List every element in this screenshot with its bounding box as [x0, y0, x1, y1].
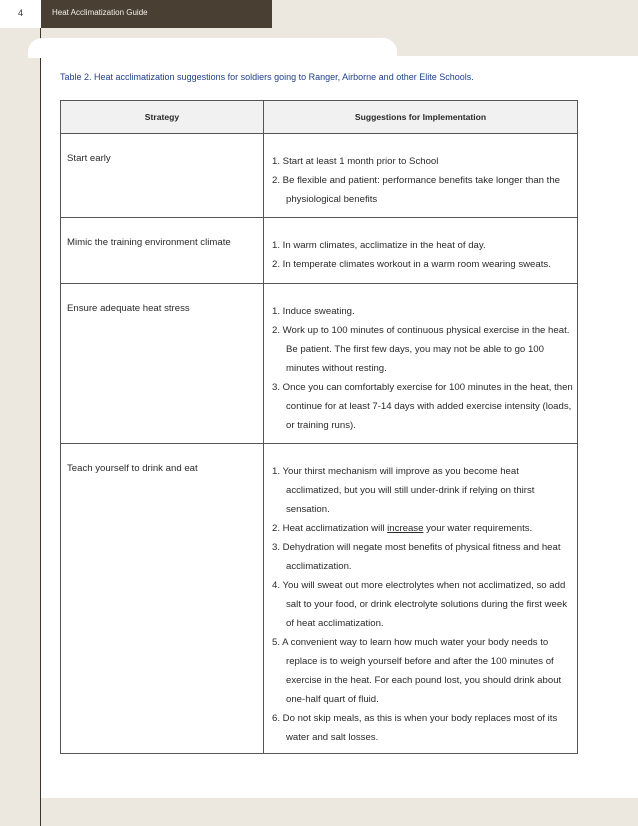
- list-item: 2. In temperate climates workout in a warm room wearing sweats.: [272, 259, 551, 270]
- list-item: [272, 519, 573, 538]
- list-item: 2. Be flexible and patient: performance benefits take longer than the physiological benefits: [272, 175, 560, 205]
- list-item: 4. You will sweat out more electrolytes when not acclimatized, so add salt to your food, or drink electrolyte solutions during the first week of heat acclimatization.: [272, 580, 568, 629]
- suggestions-cell: [264, 284, 578, 444]
- page-number: 4: [0, 0, 42, 28]
- list-item: 1. In warm climates, acclimatize in the heat of day.: [272, 240, 486, 251]
- list-item: 1. Your thirst mechanism will improve as you become heat acclimatized, but you will still under-drink if relying on thirst sensation.: [272, 466, 535, 515]
- page-tab: [28, 38, 397, 58]
- table-row: [61, 218, 578, 284]
- table-caption: Table 2. Heat acclimatization suggestions for soldiers going to Ranger, Airborne and other Elite Schools.: [60, 72, 474, 82]
- list-item: 1. Induce sweating.: [272, 306, 355, 317]
- list-item: 6. Do not skip meals, as this is when your body replaces most of its water and salt losses.: [272, 713, 558, 743]
- strategy-cell: Start early: [61, 134, 264, 218]
- running-header-title: Heat Acclimatization Guide: [52, 8, 148, 17]
- strategy-cell: Ensure adequate heat stress: [61, 284, 264, 444]
- item-text: 2. Heat acclimatization will: [272, 523, 388, 534]
- strategy-cell: Mimic the training environment climate: [61, 218, 264, 284]
- suggestions-cell: [264, 444, 578, 754]
- item-text: your water requirements.: [423, 523, 533, 534]
- table-row: [61, 134, 578, 218]
- header-strategy: Strategy: [61, 101, 264, 134]
- list-item: 5. A convenient way to learn how much water your body needs to replace is to weigh yourself before and after the 100 minutes of exercise in the heat. For each pound lost, you should drink about one-half quart of fluid.: [272, 637, 562, 705]
- suggestions-cell: [264, 218, 578, 284]
- strategy-cell: Teach yourself to drink and eat: [61, 444, 264, 754]
- footer-band: [41, 798, 638, 826]
- list-item: 3. Once you can comfortably exercise for 100 minutes in the heat, then continue for at least 7-14 days with added exercise intensity (loads, or training runs).: [272, 382, 573, 431]
- table-header-row: [61, 101, 578, 134]
- list-item: 3. Dehydration will negate most benefits of physical fitness and heat acclimatization.: [272, 542, 561, 572]
- header-suggestions: Suggestions for Implementation: [264, 101, 578, 134]
- table-row: [61, 444, 578, 754]
- list-item: 1. Start at least 1 month prior to School: [272, 156, 439, 167]
- underlined-word: increase: [387, 523, 424, 534]
- acclimatization-table: [60, 100, 578, 754]
- table-row: [61, 284, 578, 444]
- list-item: 2. Work up to 100 minutes of continuous physical exercise in the heat. Be patient. The first few days, you may not be able to go 100 minutes without resting.: [272, 325, 570, 374]
- header-bar: [0, 0, 272, 28]
- suggestions-cell: [264, 134, 578, 218]
